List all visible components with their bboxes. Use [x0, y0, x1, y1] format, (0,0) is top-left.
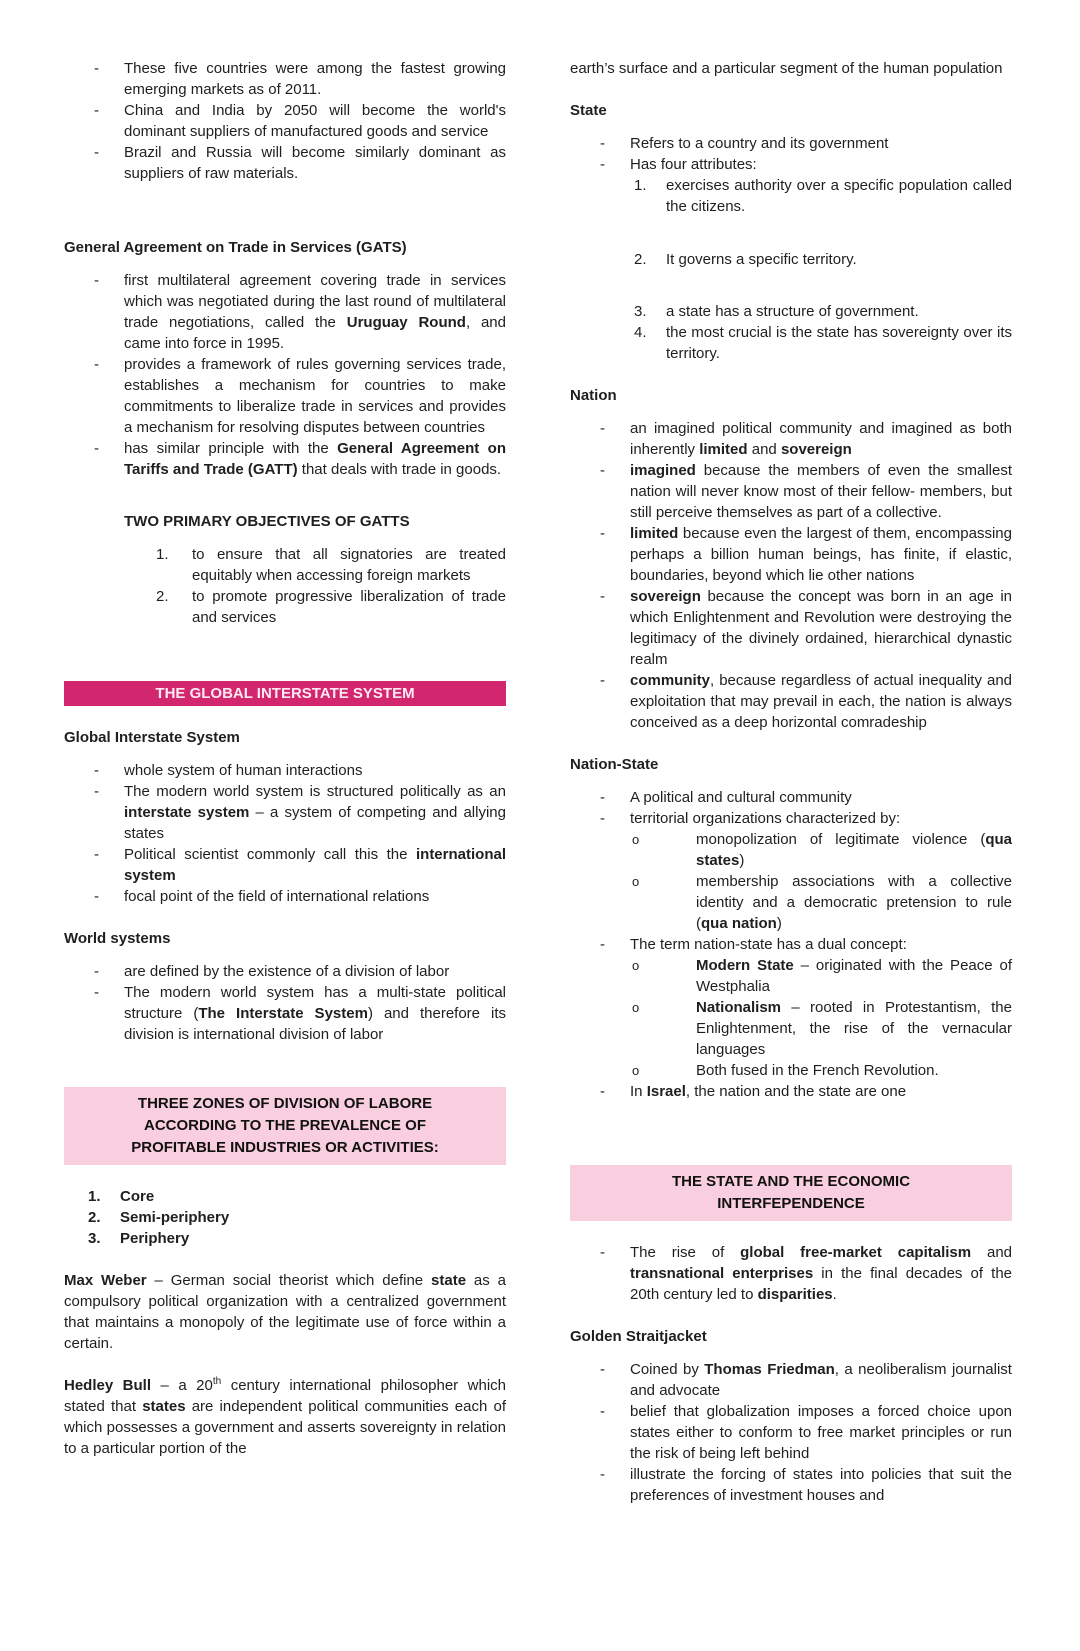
- numbered-item: [64, 1186, 506, 1207]
- item-text: Nationalism – rooted in Protestantism, the Enlightenment, the rise of the vernacular languages: [696, 999, 1012, 1058]
- numbered-item: [64, 544, 506, 586]
- circle-marker: o: [632, 958, 640, 973]
- dash-marker: -: [600, 1403, 605, 1420]
- bullets-list: [570, 418, 1012, 733]
- blank-space: [570, 291, 1012, 302]
- numbered-list: [64, 544, 506, 628]
- dash-marker: -: [94, 887, 99, 905]
- circle-item: [570, 829, 1012, 871]
- circles-list: [570, 955, 1012, 1081]
- highlight-banner-pink: [570, 1165, 1012, 1221]
- banner-line: ACCORDING TO THE PREVALENCE OF: [144, 1116, 426, 1134]
- item-text: has similar principle with the General Agreement on Tariffs and Trade (GATT) that deals with trade in goods.: [124, 439, 506, 478]
- dash-marker: -: [94, 761, 99, 779]
- bullet-item: [570, 523, 1012, 586]
- bullet-item: [64, 982, 506, 1045]
- bullets-list: [570, 934, 1012, 955]
- dash-marker: -: [600, 588, 605, 605]
- dash-marker: -: [94, 983, 99, 1001]
- banner-line: INTERFEPENDENCE: [717, 1195, 865, 1212]
- item-text: territorial organizations characterized by:: [630, 810, 901, 827]
- dash-marker: -: [600, 1361, 605, 1378]
- blank-space: [64, 205, 506, 237]
- blank-space: [64, 1066, 506, 1087]
- item-text: focal point of the field of international relations: [124, 887, 430, 905]
- bullets-list: [570, 1359, 1012, 1506]
- bullets-list: [64, 760, 506, 907]
- numbered-item: [64, 586, 506, 628]
- dash-marker: -: [600, 462, 605, 479]
- dash-marker: -: [94, 144, 99, 161]
- circle-item: [570, 955, 1012, 997]
- item-text: Semi-periphery: [120, 1208, 230, 1226]
- bullet-item: [570, 1242, 1012, 1305]
- bullets-list: [570, 1242, 1012, 1305]
- bullet-item: [64, 58, 506, 100]
- item-text: Modern State – originated with the Peace of Westphalia: [696, 957, 1013, 995]
- item-text: Refers to a country and its government: [630, 135, 889, 152]
- bullets-list: [64, 270, 506, 480]
- numbered-item: [64, 1228, 506, 1249]
- blank-space: [64, 501, 506, 512]
- item-text: community, because regardless of actual inequality and exploitation that may prevail in each, the nation is always conceived as a deep horizontal comradeship: [630, 672, 1012, 731]
- numbered-list: [570, 175, 1012, 217]
- item-text: an imagined political community and imagined as both inherently limited and sovereign: [630, 420, 1012, 458]
- circle-item: [570, 997, 1012, 1060]
- circle-marker: o: [632, 874, 640, 889]
- dash-marker: -: [600, 810, 605, 827]
- item-text: imagined because the members of even the smallest nation will never know most of their fellow- members, but still perceive themselves as part of a collective.: [630, 462, 1012, 521]
- bullet-item: [570, 460, 1012, 523]
- item-text: a state has a structure of government.: [666, 303, 919, 320]
- paragraph: Hedley Bull – a 20th century international philosopher which stated that states are independent political communities each of which possesses a government and asserts sovereignty in relation to a particular portion of the: [64, 1375, 507, 1457]
- item-text: provides a framework of rules governing services trade, establishes a mechanism for countries to make commitments to liberalize trade in services and provides a mechanism for resolving disputes between countries: [124, 355, 506, 436]
- section-heading: General Agreement on Trade in Services (GATS): [64, 238, 407, 256]
- circle-item: [570, 1060, 1012, 1081]
- section-heading: State: [570, 102, 607, 119]
- section-heading: World systems: [64, 929, 171, 947]
- section-heading: Golden Straitjacket: [570, 1328, 707, 1345]
- dash-marker: -: [600, 135, 605, 152]
- section-heading: Nation: [570, 387, 617, 404]
- circle-marker: o: [632, 1063, 640, 1078]
- numbered-item: [64, 1207, 506, 1228]
- right-column: [570, 58, 1012, 1611]
- dash-marker: -: [94, 782, 99, 800]
- item-text: It governs a specific territory.: [666, 250, 857, 268]
- dash-marker: -: [600, 1083, 605, 1100]
- item-text: Has four attributes:: [630, 156, 757, 173]
- banner-line: THE STATE AND THE ECONOMIC: [671, 1173, 911, 1190]
- dash-marker: -: [94, 355, 99, 373]
- bullet-item: [570, 586, 1012, 670]
- bullet-item: [64, 844, 506, 886]
- bullets-list: [570, 1081, 1012, 1102]
- bullet-item: [570, 418, 1012, 460]
- bullet-item: [570, 1464, 1012, 1506]
- item-text: These five countries were among the fastest growing emerging markets as of 2011.: [124, 60, 506, 98]
- dash-marker: -: [94, 102, 99, 119]
- bullet-item: [570, 808, 1012, 829]
- dash-marker: -: [94, 962, 99, 980]
- dash-marker: -: [600, 525, 605, 542]
- bullet-item: [570, 1359, 1012, 1401]
- number-marker: 2.: [634, 250, 647, 268]
- bullets-list: [570, 787, 1012, 829]
- item-text: China and India by 2050 will become the world's dominant suppliers of manufactured goods and service: [124, 102, 506, 140]
- dash-marker: -: [600, 1466, 605, 1483]
- numbered-item: [570, 249, 1012, 270]
- banner-line: THREE ZONES OF DIVISION OF LABORE: [137, 1094, 433, 1112]
- numbered-list: [64, 1186, 506, 1249]
- dash-marker: -: [94, 845, 99, 863]
- bullet-item: [570, 934, 1012, 955]
- item-text: membership associations with a collective identity and a democratic pretension to rule (qua nation): [696, 873, 1012, 932]
- item-text: limited because even the largest of them, encompassing perhaps a billion human beings, has finite, if elastic, boundaries, beyond which lie other nations: [630, 525, 1012, 584]
- dash-marker: -: [94, 60, 99, 77]
- item-text: the most crucial is the state has sovereignty over its territory.: [666, 324, 1012, 362]
- bullet-item: [570, 670, 1012, 733]
- numbered-list: [570, 301, 1012, 364]
- bullet-item: [570, 1401, 1012, 1464]
- item-text: The term nation-state has a dual concept:: [630, 936, 907, 953]
- item-text: A political and cultural community: [630, 789, 852, 806]
- item-text: Both fused in the French Revolution.: [696, 1062, 939, 1079]
- banner-line: THE GLOBAL INTERSTATE SYSTEM: [155, 684, 415, 702]
- bullet-item: [64, 438, 506, 480]
- bullet-item: [64, 270, 506, 354]
- bullet-item: [570, 133, 1012, 154]
- bullet-item: [64, 961, 506, 982]
- bullet-item: [64, 354, 506, 438]
- banner-line: PROFITABLE INDUSTRIES OR ACTIVITIES:: [131, 1138, 439, 1156]
- number-marker: 4.: [634, 324, 647, 341]
- bullet-item: [570, 787, 1012, 808]
- number-marker: 2.: [88, 1208, 101, 1226]
- bullet-item: [64, 100, 506, 142]
- item-text: to ensure that all signatories are treated equitably when accessing foreign markets: [192, 546, 506, 584]
- bullet-item: [570, 1081, 1012, 1102]
- blank-space: [64, 649, 506, 681]
- number-marker: 3.: [88, 1229, 101, 1247]
- paragraph: Max Weber – German social theorist which define state as a compulsory political organization with a centralized government that maintains a monopoly of the legitimate use of force within a certain.: [64, 1271, 506, 1352]
- numbered-item: [570, 301, 1012, 322]
- item-text: The modern world system is structured politically as an interstate system – a system of competing and allying states: [124, 782, 506, 842]
- item-text: The modern world system has a multi-state political structure (The Interstate System) and therefore its division is international division of labor: [124, 983, 507, 1043]
- circle-marker: o: [632, 1000, 640, 1015]
- item-text: whole system of human interactions: [124, 761, 363, 779]
- dash-marker: -: [600, 1244, 605, 1261]
- circle-item: [570, 871, 1012, 934]
- item-text: The rise of global free-market capitalism and transnational enterprises in the final decades of the 20th century led to disparities.: [630, 1244, 1013, 1303]
- bullets-list: [64, 961, 506, 1045]
- circles-list: [570, 829, 1012, 934]
- item-text: Coined by Thomas Friedman, a neoliberalism journalist and advocate: [630, 1361, 1012, 1399]
- item-text: sovereign because the concept was born in an age in which Enlightenment and Revolution were destroying the legitimacy of the divinely ordained, hierarchical dynastic realm: [630, 588, 1012, 668]
- dash-marker: -: [94, 439, 99, 457]
- bullets-list: [64, 58, 506, 184]
- bullet-item: [64, 142, 506, 184]
- dash-marker: -: [600, 420, 605, 437]
- item-text: Political scientist commonly call this the international system: [124, 845, 506, 884]
- number-marker: 1.: [634, 177, 647, 194]
- bullet-item: [64, 781, 506, 844]
- bullets-list: [570, 133, 1012, 175]
- bullet-item: [64, 760, 506, 781]
- item-text: Core: [120, 1187, 155, 1205]
- item-text: monopolization of legitimate violence (qua states): [696, 831, 1012, 869]
- dash-marker: -: [600, 789, 605, 806]
- bullet-item: [570, 154, 1012, 175]
- item-text: illustrate the forcing of states into policies that suit the preferences of investment houses and: [630, 1466, 1012, 1504]
- section-heading: Nation-State: [570, 756, 659, 773]
- item-text: In Israel, the nation and the state are one: [630, 1083, 907, 1100]
- blank-space: [570, 238, 1012, 249]
- item-text: belief that globalization imposes a forced choice upon states either to conform to free market principles or run the risk of being left behind: [630, 1403, 1012, 1462]
- item-text: Brazil and Russia will become similarly dominant as suppliers of raw materials.: [124, 144, 506, 182]
- highlight-banner-magenta: [64, 681, 506, 706]
- blank-space: [570, 1123, 1012, 1165]
- item-text: exercises authority over a specific population called the citizens.: [666, 177, 1012, 215]
- numbered-item: [570, 175, 1012, 217]
- dash-marker: -: [600, 672, 605, 689]
- section-heading: Global Interstate System: [64, 728, 240, 746]
- paragraph: earth’s surface and a particular segment of the human population: [570, 60, 1003, 77]
- dash-marker: -: [600, 156, 605, 173]
- dash-marker: -: [94, 271, 99, 289]
- bullet-item: [64, 886, 506, 907]
- circle-marker: o: [632, 832, 640, 847]
- number-marker: 1.: [156, 546, 169, 563]
- section-heading: TWO PRIMARY OBJECTIVES OF GATTS: [124, 513, 410, 530]
- item-text: are defined by the existence of a division of labor: [124, 962, 450, 980]
- item-text: Periphery: [120, 1229, 190, 1247]
- dash-marker: -: [600, 936, 605, 953]
- number-marker: 3.: [634, 303, 647, 320]
- numbered-item: [570, 322, 1012, 364]
- item-text: to promote progressive liberalization of trade and services: [192, 588, 506, 626]
- numbered-list: [570, 249, 1012, 270]
- left-column: [64, 58, 506, 1611]
- item-text: first multilateral agreement covering trade in services which was negotiated during the last round of multilateral trade negotiations, called the Uruguay Round, and came into force in 1995.: [124, 271, 506, 352]
- number-marker: 1.: [88, 1187, 101, 1205]
- number-marker: 2.: [156, 588, 169, 605]
- highlight-banner-pink: [64, 1087, 506, 1165]
